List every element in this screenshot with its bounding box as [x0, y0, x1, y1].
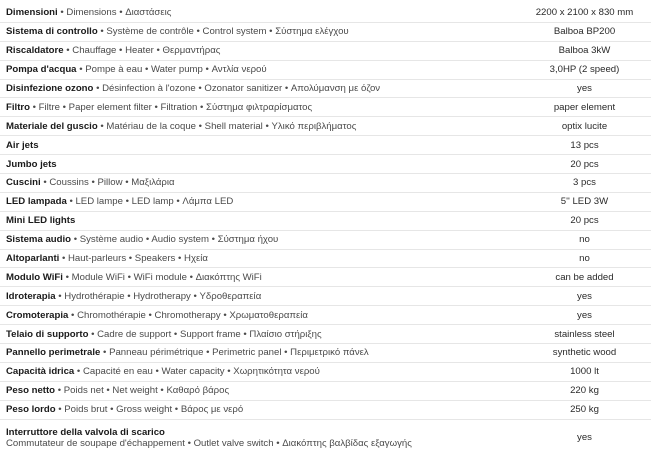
- spec-row: [0, 231, 651, 250]
- spec-value: yes: [577, 290, 592, 302]
- spec-label-translations: • Cadre de support • Support frame • Πλαίσιο στήριξης: [88, 328, 322, 340]
- spec-label-main: Air jets: [6, 139, 39, 151]
- spec-label: [0, 159, 520, 170]
- spec-label-translations: Commutateur de soupape d'échappement • Outlet valve switch • Διακόπτης βαλβίδας εξαγωγής: [6, 437, 412, 449]
- spec-label-translations: • Panneau périmétrique • Perimetric panel • Περιμετρικό πάνελ: [100, 347, 369, 359]
- spec-label: [0, 272, 520, 283]
- spec-value: 220 kg: [570, 385, 599, 397]
- spec-row: [0, 325, 651, 344]
- spec-row: [0, 136, 651, 155]
- spec-value: Balboa 3kW: [558, 45, 611, 57]
- spec-row: [0, 287, 651, 306]
- spec-value: 20 pcs: [570, 215, 599, 227]
- spec-row: [0, 23, 651, 42]
- spec-row: [0, 268, 651, 287]
- spec-value: 250 kg: [570, 404, 599, 416]
- spec-label: [0, 64, 520, 75]
- spec-label: [0, 329, 520, 340]
- spec-value: 3,0HP (2 speed): [549, 64, 620, 76]
- spec-value: 2200 x 2100 x 830 mm: [535, 7, 634, 19]
- spec-value: no: [579, 234, 590, 246]
- spec-value: yes: [577, 432, 592, 444]
- spec-row: [0, 80, 651, 99]
- spec-value: can be added: [555, 271, 614, 283]
- spec-label-main: Telaio di supporto: [6, 328, 89, 340]
- spec-label: [0, 140, 520, 151]
- spec-value: optix lucite: [561, 120, 608, 132]
- spec-row: [0, 61, 651, 80]
- spec-value: 1000 lt: [570, 366, 599, 378]
- spec-label: [0, 121, 520, 132]
- spec-label-translations: • Matériau de la coque • Shell material • Υλικό περιβλήματος: [97, 120, 357, 132]
- spec-label: [0, 177, 520, 188]
- spec-label: [0, 234, 520, 245]
- spec-label-main: Cuscini: [6, 177, 41, 189]
- spec-label-translations: • Capacité en eau • Water capacity • Χωρητικότητα νερού: [74, 366, 320, 378]
- spec-label: [0, 253, 520, 264]
- spec-label-main: Pompa d'acqua: [6, 64, 77, 76]
- spec-label: [0, 215, 520, 226]
- spec-label: [0, 310, 520, 321]
- spec-row: [0, 117, 651, 136]
- spec-label-translations: • Pompe à eau • Water pump • Αντλία νερού: [76, 64, 267, 76]
- spec-label: [0, 347, 520, 358]
- spec-row: [0, 344, 651, 363]
- spec-value: Balboa BP200: [553, 26, 616, 38]
- spec-row: [0, 174, 651, 193]
- spec-label: [0, 366, 520, 377]
- spec-label-translations: • Dimensions • Διαστάσεις: [57, 7, 172, 19]
- spec-label-main: Cromoterapia: [6, 309, 69, 321]
- spec-label: [0, 26, 520, 37]
- spec-label-translations: • Module WiFi • WiFi module • Διακόπτης WiFi: [62, 271, 262, 283]
- spec-label-translations: • Poids net • Net weight • Καθαρό βάρος: [55, 385, 230, 397]
- spec-label-translations: • Système audio • Audio system • Σύστημα ήχου: [71, 234, 279, 246]
- spec-label-main: Pannello perimetrale: [6, 347, 101, 359]
- spec-label-translations: • Hydrothérapie • Hydrotherapy • Υδροθεραπεία: [55, 290, 262, 302]
- spec-row: [0, 42, 651, 61]
- spec-value: 13 pcs: [570, 139, 599, 151]
- spec-label-translations: • Système de contrôle • Control system • Σύστημα ελέγχου: [97, 26, 349, 38]
- spec-label: [0, 404, 520, 415]
- spec-label-main: Filtro: [6, 101, 30, 113]
- spec-label-main: Disinfezione ozono: [6, 83, 94, 94]
- spec-label-translations: • Chauffage • Heater • Θερμαντήρας: [63, 45, 221, 57]
- spec-row-last: [0, 420, 651, 456]
- spec-row: [0, 212, 651, 231]
- spec-label-main: Jumbo jets: [6, 158, 57, 170]
- spec-label: [0, 196, 520, 207]
- spec-value: paper element: [553, 101, 616, 113]
- spec-label-main: Dimensioni: [6, 7, 58, 19]
- spec-value: yes: [577, 309, 592, 321]
- spec-label-main: LED lampada: [6, 196, 67, 208]
- spec-label: [0, 385, 520, 396]
- spec-label-main: Altoparlanti: [6, 253, 60, 265]
- spec-label-translations: • Filtre • Paper element filter • Filtration • Σύστημα φιλτραρίσματος: [29, 101, 313, 113]
- spec-label-translations: • Haut-parleurs • Speakers • Ηχεία: [59, 253, 208, 265]
- spec-row: [0, 363, 651, 382]
- spec-label-main: Peso netto: [6, 385, 56, 397]
- spec-label-main: Mini LED lights: [6, 215, 76, 227]
- spec-row: [0, 4, 651, 23]
- spec-row: [0, 193, 651, 212]
- spec-label: [0, 7, 520, 18]
- spec-value: no: [579, 253, 590, 265]
- spec-label-main: Sistema audio: [6, 234, 72, 246]
- spec-label: [0, 291, 520, 302]
- spec-label-main: Riscaldatore: [6, 45, 64, 57]
- spec-value: 3 pcs: [573, 177, 596, 189]
- spec-value: 5'' LED 3W: [560, 196, 609, 208]
- spec-label-main: Materiale del guscio: [6, 120, 98, 132]
- spec-row: [0, 401, 651, 420]
- spec-row: [0, 250, 651, 269]
- spec-row: [0, 382, 651, 401]
- spec-value: synthetic wood: [552, 347, 617, 359]
- spec-label-translations: • Poids brut • Gross weight • Βάρος με νερό: [55, 404, 244, 416]
- spec-label-main: Capacità idrica: [6, 366, 75, 378]
- spec-row: [0, 306, 651, 325]
- spec-value: 20 pcs: [570, 158, 599, 170]
- spec-label-translations: • Coussins • Pillow • Μαξιλάρια: [40, 177, 175, 189]
- spec-label-main: Peso lordo: [6, 404, 56, 416]
- spec-value: stainless steel: [554, 328, 615, 340]
- spec-label: [0, 102, 520, 113]
- spec-label: [0, 83, 520, 94]
- spec-label-main: Modulo WiFi: [6, 271, 63, 283]
- spec-label-translations: • Chromothérapie • Chromotherapy • Χρωματοθεραπεία: [68, 309, 308, 321]
- spec-row: [0, 98, 651, 117]
- spec-label-main: Sistema di controllo: [6, 26, 98, 38]
- spec-label-translations: • Désinfection à l'ozone • Ozonator sanitizer • Απολύμανση με όζον: [93, 83, 381, 94]
- spec-label: [0, 427, 520, 449]
- spec-value: yes: [577, 83, 592, 94]
- spec-label: [0, 45, 520, 56]
- spec-label-main: Idroterapia: [6, 290, 56, 302]
- spec-row: [0, 155, 651, 174]
- spec-label-translations: • LED lampe • LED lamp • Λάμπα LED: [66, 196, 234, 208]
- spec-label-main: Interruttore della valvola di scarico: [6, 426, 165, 438]
